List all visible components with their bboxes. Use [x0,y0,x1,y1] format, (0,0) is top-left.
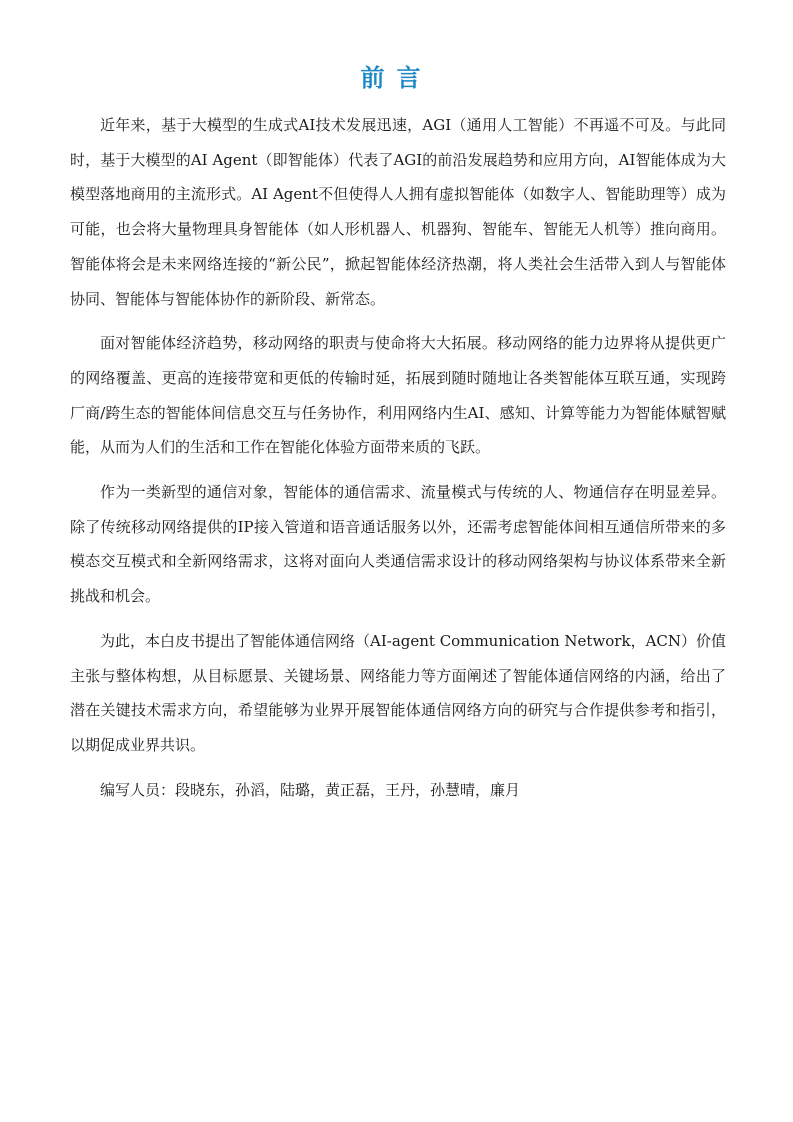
paragraph-3: 作为一类新型的通信对象，智能体的通信需求、流量模式与传统的人、物通信存在明显差异。除了传统移动网络提供的IP接入管道和语音通话服务以外，还需考虑智能体间相互通信所带来的多模态交互模式和全新网络需求，这将对面向人类通信需求设计的移动网络架构与协议体系带来全新挑战和机会。 [70,483,726,606]
paragraph-2: 面对智能体经济趋势，移动网络的职责与使命将大大拓展。移动网络的能力边界将从提供更广的网络覆盖、更高的连接带宽和更低的传输时延，拓展到随时随地让各类智能体互联互通，实现跨厂商/跨生态的智能体间信息交互与任务协作，利用网络内生AI、感知、计算等能力为智能体赋智赋能，从而为人们的生活和工作在智能化体验方面带来质的飞跃。 [70,334,726,457]
authors-line: 编写人员：段晓东，孙滔，陆璐，黄正磊，王丹，孙慧晴，廉月 [100,780,521,799]
paragraph-4: 为此，本白皮书提出了智能体通信网络（AI-agent Communication Network，ACN）价值主张与整体构想，从目标愿景、关键场景、网络能力等方面阐述了智能体通信网络的内涵，给出了潜在关键技术需求方向，希望能够为业界开展智能体通信网络方向的研究与合作提供参考和指引，以期促成业界共识。 [70,631,727,754]
page-title: 前言 [360,64,433,92]
paragraph-1: 近年来，基于大模型的生成式AI技术发展迅速，AGI（通用人工智能）不再遥不可及。与此同时，基于大模型的AI Agent（即智能体）代表了AGI的前沿发展趋势和应用方向，AI智能体成为大模型落地商用的主流形式。AI Agent不但使得人人拥有虚拟智能体（如数字人、智能助理等）成为可能，也会将大量物理具身智能体（如人形机器人、机器狗、智能车、智能无人机等）推向商用。智能体将会是未来网络连接的“新公民”，掀起智能体经济热潮，将人类社会生活带入到人与智能体协同、智能体与智能体协作的新阶段、新常态。 [70,116,726,308]
body-text [70,108,726,807]
